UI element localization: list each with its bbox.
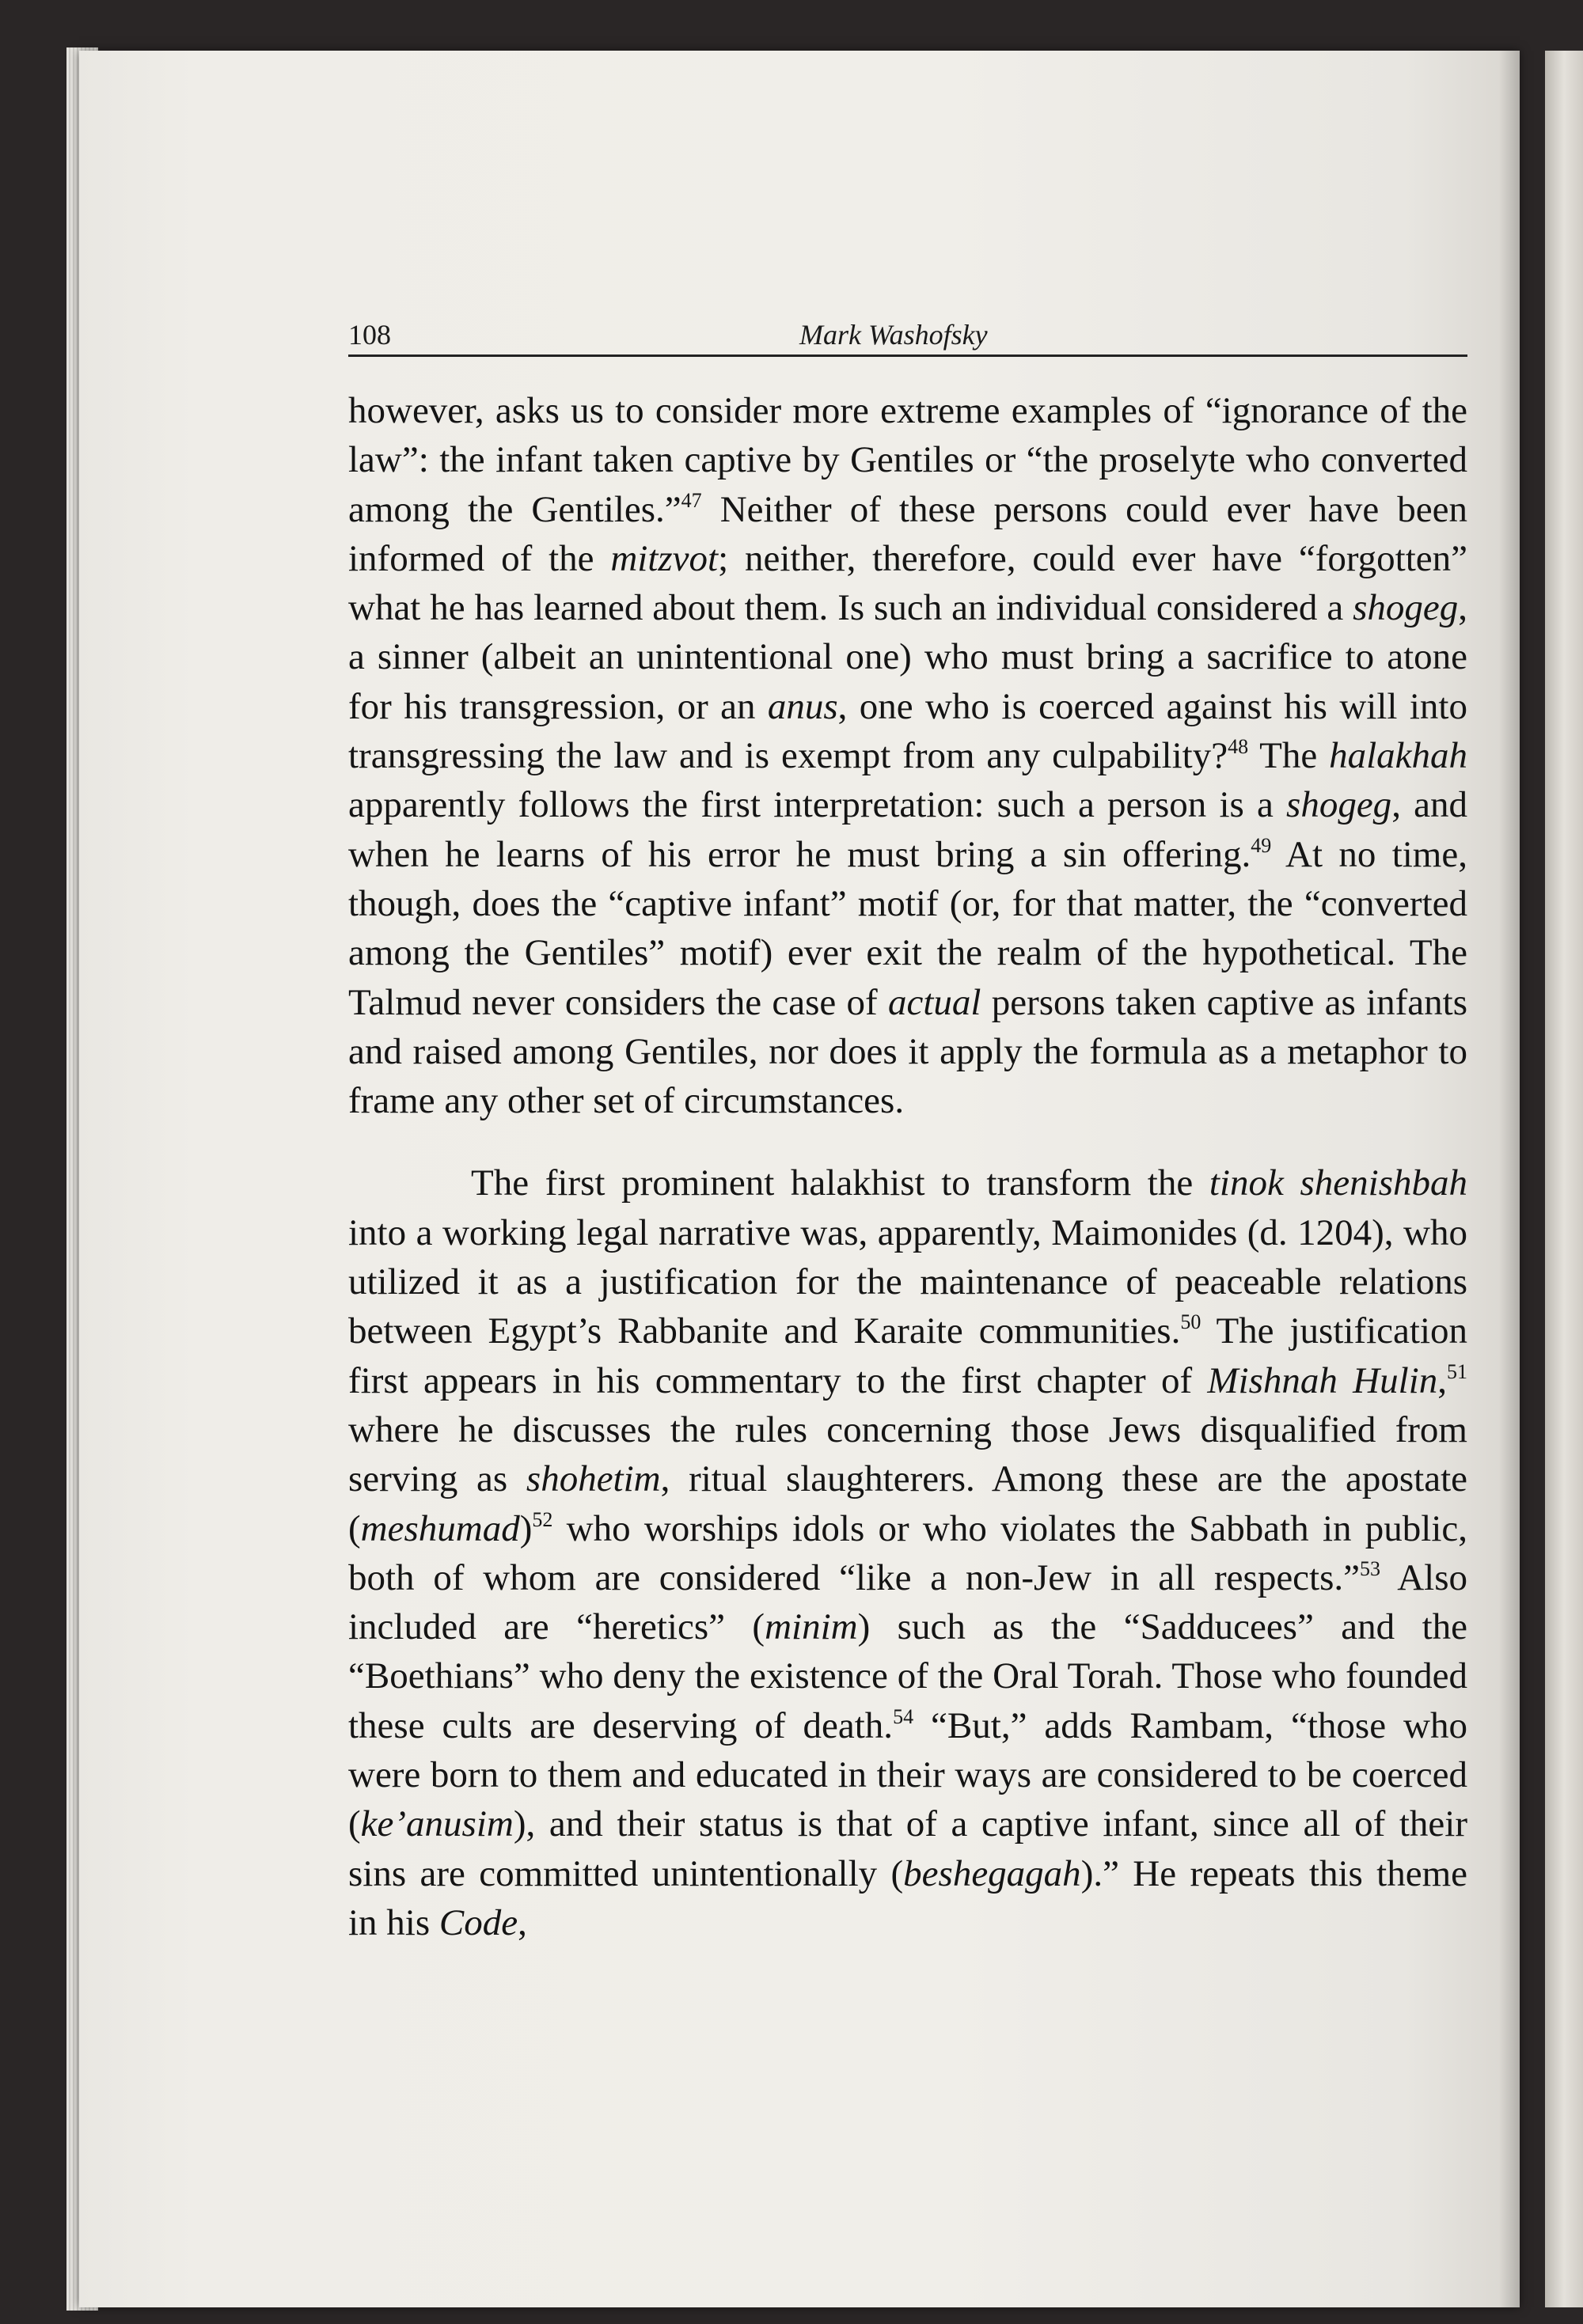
text-run: ), and their status is that of a captive infant, since all of their sins are committed unintentionally ( — [348, 1803, 1467, 1894]
page-gutter-shadow — [1499, 51, 1520, 2307]
text-run: persons taken captive as infants and raised among Gentiles, nor does it apply the formula as a metaphor to frame any other set of circumstances. — [348, 981, 1468, 1122]
text-run: , and when he learns of his error he must bring a sin offering. — [348, 784, 1467, 875]
italic-term: Code — [438, 1901, 518, 1943]
italic-term: shogeg — [1353, 587, 1459, 629]
text-run: where he discusses the rules concerning those Jews disqualified from serving as — [348, 1408, 1467, 1500]
body-text — [348, 386, 1467, 1947]
text-run: , one who is coerced against his will into transgressing the law and is exempt from any culpability? — [348, 685, 1467, 777]
italic-term: meshumad — [360, 1507, 520, 1549]
footnote-ref: 50 — [1180, 1310, 1201, 1334]
text-run: , a sinner (albeit an unintentional one) who must bring a sacrifice to atone for his transgression, or an — [348, 587, 1467, 727]
facing-page-edge — [1545, 51, 1583, 2307]
italic-term: ke’anusim — [360, 1803, 514, 1845]
text-run: into a working legal narrative was, apparently, Maimonides (d. 1204), who utilized it as a justification for the maintenance of peaceable relations between Egypt’s Rabbanite and Karaite communities. — [348, 1211, 1467, 1352]
text-run: “But,” adds Rambam, “those who were born to them and educated in their ways are considered to be coerced ( — [348, 1704, 1467, 1845]
text-run: Also included are “heretics” ( — [348, 1556, 1467, 1648]
text-run: Neither of these persons could ever have been informed of the — [348, 488, 1468, 579]
running-header — [348, 317, 1467, 357]
text-run: ; neither, therefore, could ever have “forgotten” what he has learned about them. Is such an individual considered a — [348, 537, 1467, 629]
footnote-ref: 53 — [1360, 1556, 1380, 1580]
page-number: 108 — [348, 319, 391, 351]
italic-term: shogeg — [1286, 784, 1392, 826]
text-run: ) — [519, 1507, 533, 1549]
text-run: At no time, though, does the “captive infant” motif (or, for that matter, the “converted among the Gentiles” motif) ever exit the realm of the hypothetical. The Talmud never considers the case of — [348, 833, 1467, 1023]
running-head-author: Mark Washofsky — [799, 319, 988, 351]
text-run: ) such as the “Sadducees” and the “Boethians” who deny the existence of the Oral Torah. Those who founded these cults are deserving of death. — [348, 1606, 1468, 1746]
italic-term: shohetim — [526, 1458, 661, 1500]
text-run: The — [1248, 735, 1330, 777]
footnote-ref: 49 — [1251, 833, 1272, 857]
footnote-ref: 54 — [893, 1704, 914, 1728]
italic-term: actual — [887, 981, 981, 1023]
italic-term: Mishnah Hulin — [1207, 1359, 1438, 1401]
text-run: The justification first appears in his commentary to the first chapter of — [348, 1310, 1468, 1401]
text-run: apparently follows the first interpretation: such a person is a — [348, 784, 1287, 826]
text-run: , ritual slaughterers. Among these are the apostate ( — [348, 1458, 1468, 1549]
footnote-ref: 52 — [532, 1507, 553, 1531]
italic-term: halakhah — [1329, 735, 1467, 777]
text-run: , — [518, 1901, 527, 1943]
text-run: however, asks us to consider more extreme examples of “ignorance of the law”: the infant taken captive by Gentiles or “the proselyte who converted among the Gentiles.” — [348, 390, 1467, 530]
footnote-ref: 51 — [1447, 1359, 1467, 1383]
italic-term: mitzvot — [610, 537, 719, 579]
footnote-ref: 48 — [1228, 734, 1249, 758]
text-run: ).” He repeats this theme in his — [348, 1852, 1467, 1943]
footnote-ref: 47 — [681, 488, 702, 512]
text-run: The first prominent halakhist to transform the — [471, 1162, 1209, 1204]
text-run: , — [1437, 1359, 1447, 1401]
paragraph-2 — [348, 1158, 1467, 1947]
italic-term: anus — [767, 685, 838, 727]
italic-term: tinok shenishbah — [1209, 1162, 1467, 1204]
italic-term: beshegagah — [903, 1852, 1081, 1894]
paragraph-1 — [348, 386, 1467, 1125]
text-run: who worships idols or who violates the Sabbath in public, both of whom are considered “like a non-Jew in all respects.” — [348, 1507, 1467, 1598]
italic-term: minim — [765, 1606, 858, 1648]
